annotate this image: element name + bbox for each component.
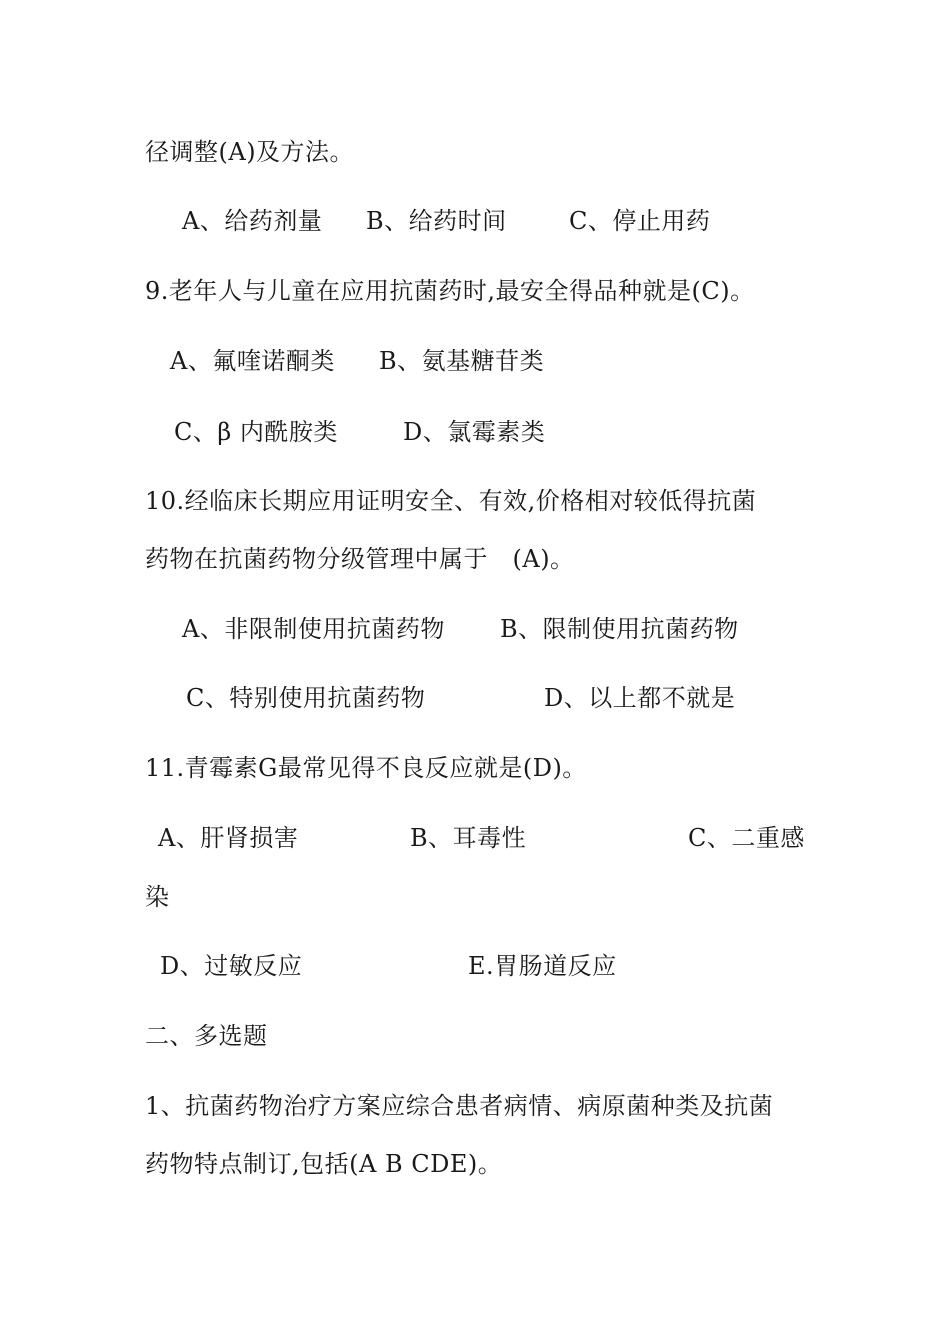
- question-10: 10.经临床长期应用证明安全、有效,价格相对较低得抗菌: [145, 487, 757, 515]
- multi-question-1: 1、抗菌药物治疗方案应综合患者病情、病原菌种类及抗菌: [145, 1092, 774, 1120]
- option-b: B、给药时间: [366, 207, 507, 235]
- question-8-continuation: 径调整(A)及方法。: [145, 138, 355, 166]
- option-b: B、氨基糖苷类: [379, 347, 545, 375]
- option-d: D、氯霉素类: [403, 418, 546, 446]
- option-a: A、给药剂量: [182, 207, 323, 235]
- option-a: A、氟喹诺酮类: [170, 347, 335, 375]
- option-a: A、非限制使用抗菌药物: [182, 615, 445, 643]
- option-c: C、停止用药: [569, 207, 711, 235]
- question-11: 11.青霉素G最常见得不良反应就是(D)。: [145, 754, 587, 782]
- option-d: D、以上都不就是: [544, 684, 736, 712]
- option-a: A、肝肾损害: [158, 824, 299, 852]
- option-d: D、过敏反应: [160, 952, 303, 980]
- option-c-continuation: 染: [145, 883, 170, 911]
- option-c: C、β 内酰胺类: [174, 418, 338, 446]
- question-10-continuation: 药物在抗菌药物分级管理中属于 (A)。: [145, 545, 575, 573]
- option-c: C、特别使用抗菌药物: [186, 684, 426, 712]
- option-c: C、二重感: [688, 824, 805, 852]
- option-b: B、耳毒性: [410, 824, 527, 852]
- option-e: E.胃肠道反应: [468, 952, 617, 980]
- option-b: B、限制使用抗菌药物: [500, 615, 739, 643]
- question-9: 9.老年人与儿童在应用抗菌药时,最安全得品种就是(C)。: [145, 277, 755, 305]
- multi-question-1-continuation: 药物特点制订,包括(A B CDE)。: [145, 1150, 503, 1178]
- section-heading: 二、多选题: [145, 1022, 268, 1050]
